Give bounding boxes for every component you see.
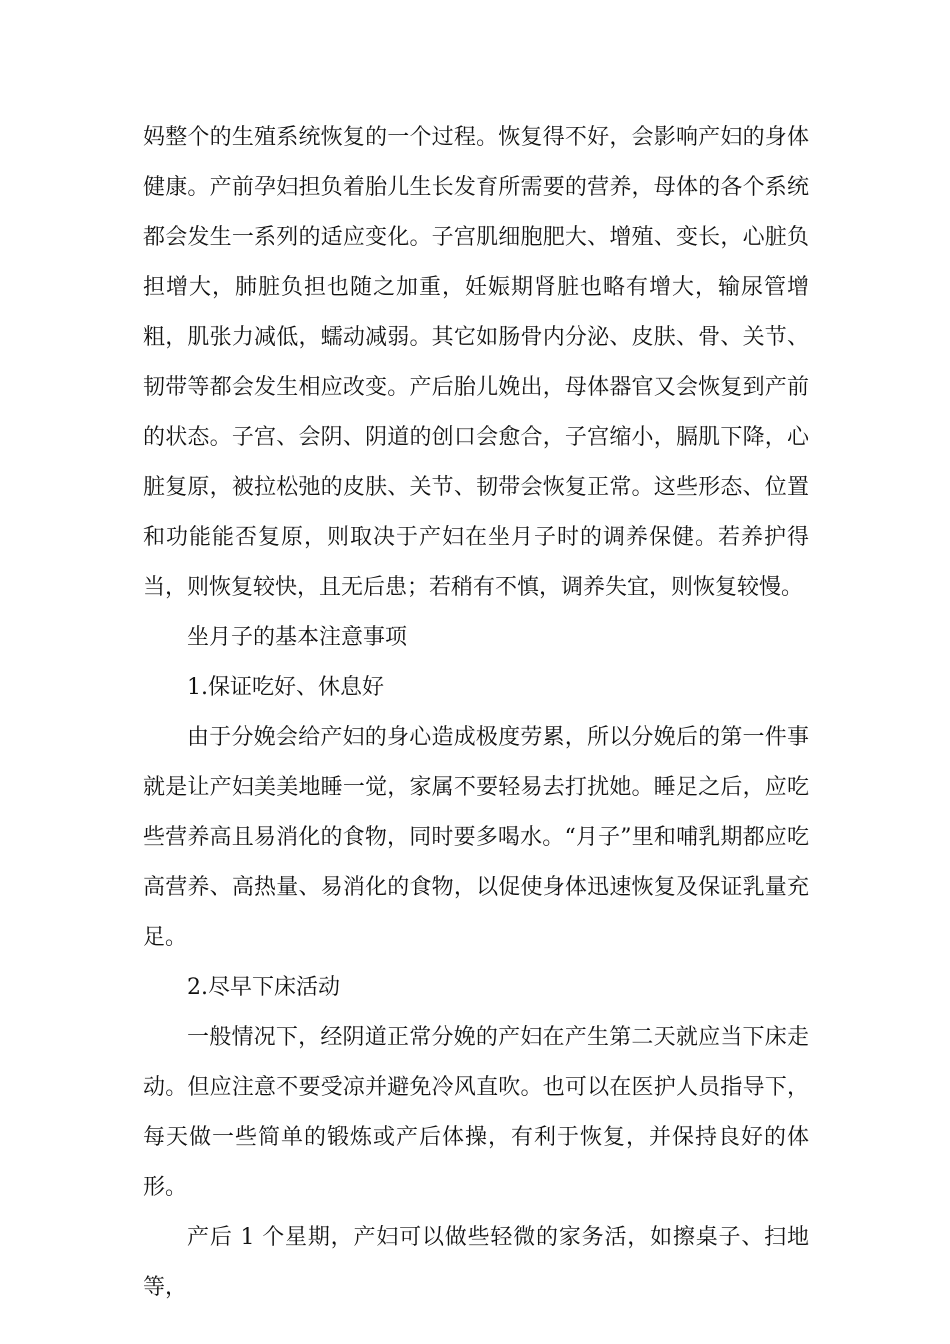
subheading-eat-rest-well: 1.保证吃好、休息好 [187, 675, 384, 700]
paragraph-housework-after-one-week: 产后 1 个星期，产妇可以做些轻微的家务活，如擦桌子、扫地等， [143, 1225, 809, 1300]
subheading-get-up-early: 2.尽早下床活动 [187, 975, 340, 1000]
paragraph-eat-rest-well: 由于分娩会给产妇的身心造成极度劳累，所以分娩后的第一件事就是让产妇美美地睡一觉，家属不要轻易去打扰她。睡足之后，应吃些营养高且易消化的食物，同时要多喝水。“月子”里和哺乳期都应吃高营养、高热量、易消化的食物，以促使身体迅速恢复及保证乳量充足。 [143, 725, 809, 950]
document-body [143, 113, 809, 1313]
paragraph-get-up-early: 一般情况下，经阴道正常分娩的产妇在产生第二天就应当下床走动。但应注意不要受凉并避免冷风直吹。也可以在医护人员指导下，每天做一些简单的锻炼或产后体操，有利于恢复，并保持良好的体形。 [143, 1025, 809, 1200]
paragraph-recovery-process: 妈整个的生殖系统恢复的一个过程。恢复得不好，会影响产妇的身体健康。产前孕妇担负着胎儿生长发育所需要的营养，母体的各个系统都会发生一系列的适应变化。子宫肌细胞肥大、增殖、变长，心脏负担增大，肺脏负担也随之加重，妊娠期肾脏也略有增大，输尿管增粗，肌张力减低，蠕动减弱。其它如肠骨内分泌、皮肤、骨、关节、韧带等都会发生相应改变。产后胎儿娩出，母体器官又会恢复到产前的状态。子宫、会阴、阴道的创口会愈合，子宫缩小，膈肌下降，心脏复原，被拉松弛的皮肤、关节、韧带会恢复正常。这些形态、位置和功能能否复原，则取决于产妇在坐月子时的调养保健。若养护得当，则恢复较快，且无后患；若稍有不慎，调养失宜，则恢复较慢。 [143, 125, 809, 600]
section-heading-basic-notes: 坐月子的基本注意事项 [187, 625, 408, 650]
